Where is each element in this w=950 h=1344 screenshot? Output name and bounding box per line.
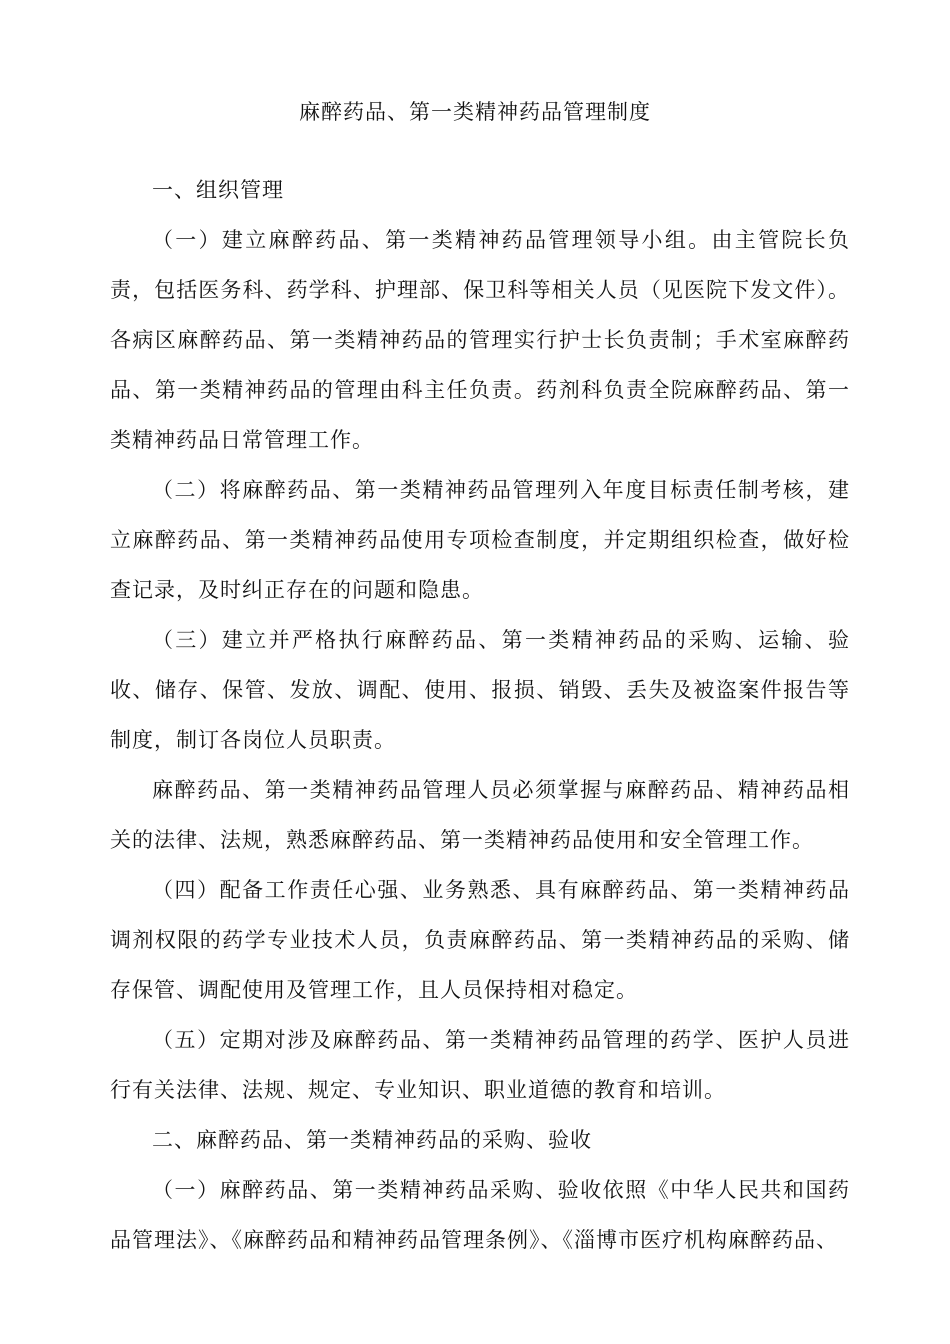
document-title: 麻醉药品、第一类精神药品管理制度 [299, 100, 651, 124]
paragraph-5: （四）配备工作责任心强、业务熟悉、具有麻醉药品、第一类精神药品调剂权限的药学专业技术人员，负责麻醉药品、第一类精神药品的采购、储存保管、调配使用及管理工作，且人员保持相对稳定。 [110, 878, 850, 1002]
paragraph-3: （三）建立并严格执行麻醉药品、第一类精神药品的采购、运输、验收、储存、保管、发放、调配、使用、报损、销毁、丢失及被盗案件报告等制度，制订各岗位人员职责。 [110, 628, 850, 752]
paragraph-2: （二）将麻醉药品、第一类精神药品管理列入年度目标责任制考核，建立麻醉药品、第一类精神药品使用专项检查制度，并定期组织检查，做好检查记录，及时纠正存在的问题和隐患。 [110, 478, 850, 602]
section-heading-organization: 一、组织管理 [152, 178, 284, 202]
paragraph-6: （五）定期对涉及麻醉药品、第一类精神药品管理的药学、医护人员进行有关法律、法规、规定、专业知识、职业道德的教育和培训。 [110, 1028, 850, 1102]
paragraph-4: 麻醉药品、第一类精神药品管理人员必须掌握与麻醉药品、精神药品相关的法律、法规，熟悉麻醉药品、第一类精神药品使用和安全管理工作。 [110, 778, 850, 852]
section-heading-procurement: 二、麻醉药品、第一类精神药品的采购、验收 [152, 1128, 592, 1152]
paragraph-1: （一）建立麻醉药品、第一类精神药品管理领导小组。由主管院长负责，包括医务科、药学科、护理部、保卫科等相关人员（见医院下发文件）。各病区麻醉药品、第一类精神药品的管理实行护士长负责制；手术室麻醉药品、第一类精神药品的管理由科主任负责。药剂科负责全院麻醉药品、第一类精神药品日常管理工作。 [110, 228, 850, 452]
document-body [110, 165, 850, 1265]
paragraph-8: （一）麻醉药品、第一类精神药品采购、验收依照《中华人民共和国药品管理法》、《麻醉药品和精神药品管理条例》、《淄博市医疗机构麻醉药品、 [110, 1178, 850, 1252]
